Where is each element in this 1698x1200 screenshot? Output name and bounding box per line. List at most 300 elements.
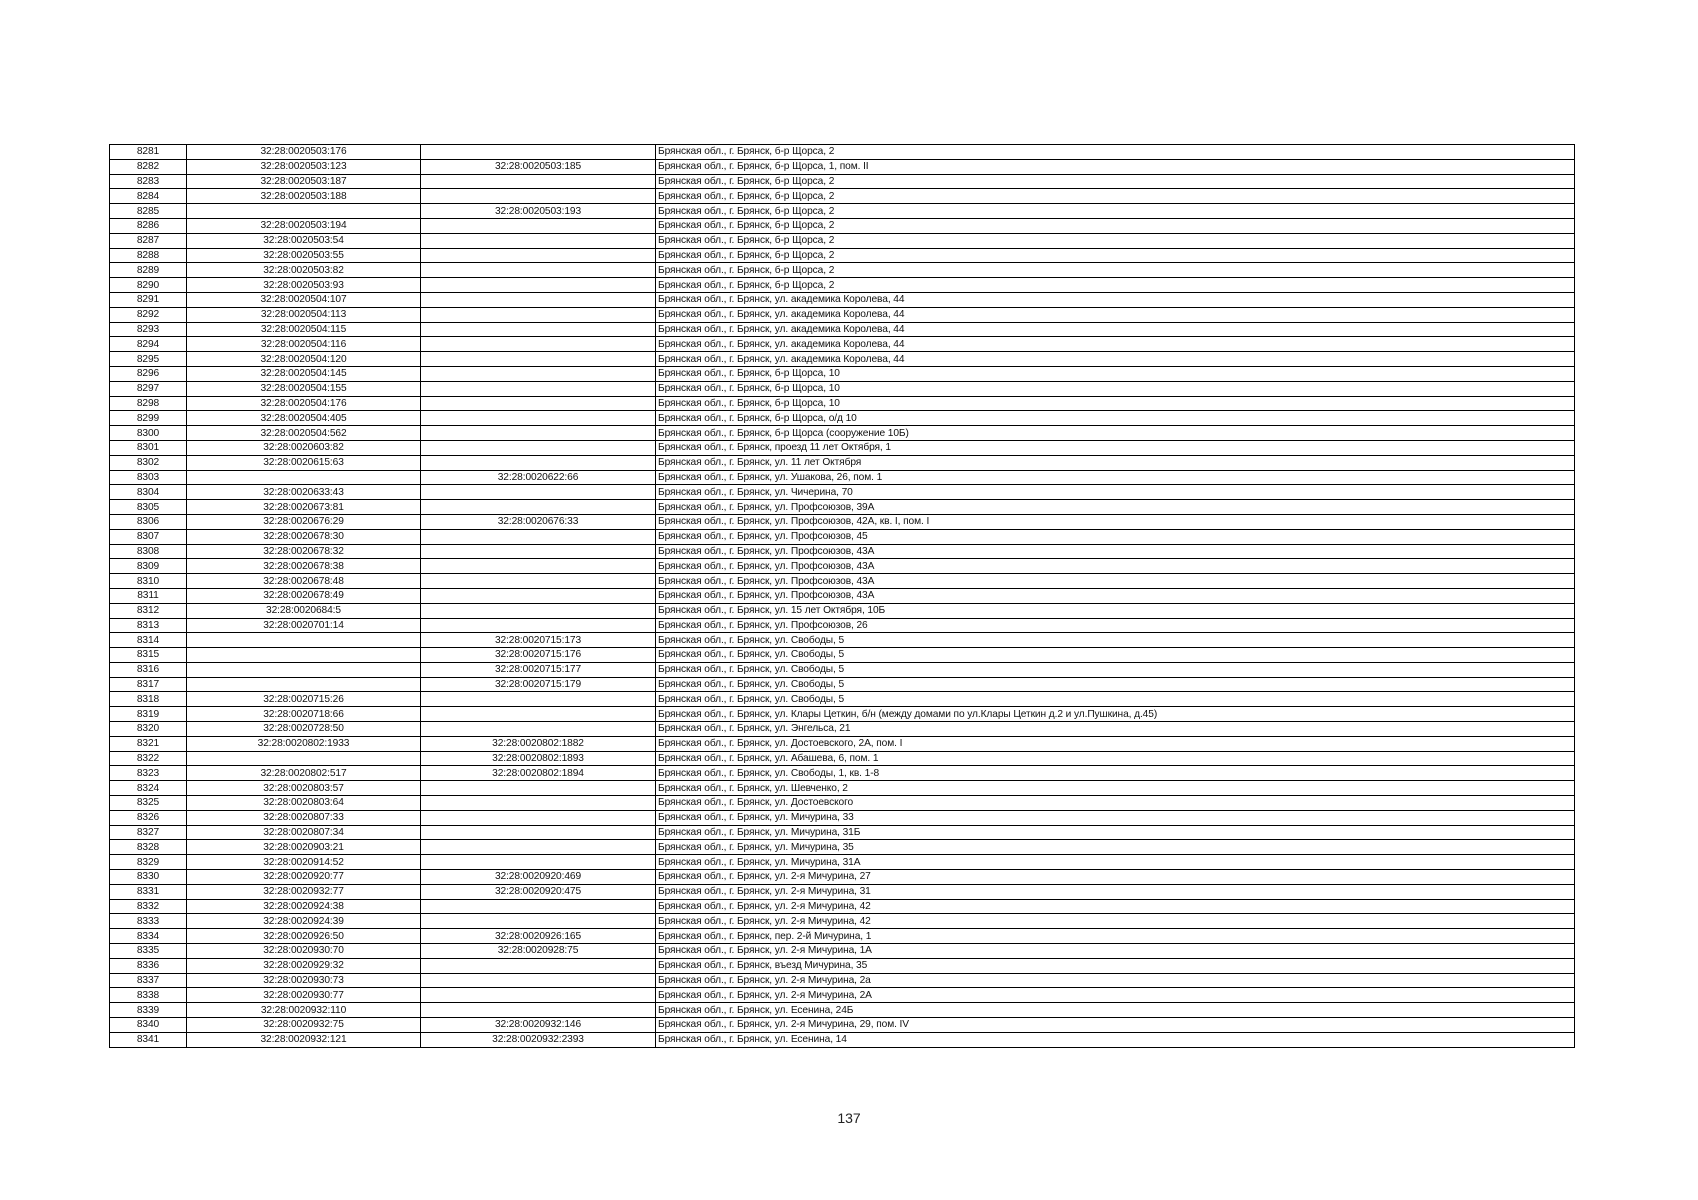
cadastral-number-cell: 32:28:0020615:63 [187, 455, 421, 470]
related-cadastral-number-cell [421, 189, 656, 204]
address-cell: Брянская обл., г. Брянск, ул. Есенина, 14 [656, 1032, 1575, 1047]
table-row [110, 1018, 1575, 1033]
related-cadastral-number-cell [421, 559, 656, 574]
address-cell: Брянская обл., г. Брянск, ул. Профсоюзов, 42А, кв. I, пом. I [656, 514, 1575, 529]
cadastral-number-cell: 32:28:0020503:194 [187, 218, 421, 233]
related-cadastral-number-cell [421, 337, 656, 352]
table-row [110, 781, 1575, 796]
cadastral-number-cell: 32:28:0020932:77 [187, 884, 421, 899]
address-cell: Брянская обл., г. Брянск, б-р Щорса, 2 [656, 174, 1575, 189]
address-cell: Брянская обл., г. Брянск, б-р Щорса, 10 [656, 396, 1575, 411]
row-number-cell: 8340 [110, 1018, 187, 1033]
table-row [110, 263, 1575, 278]
row-number-cell: 8300 [110, 426, 187, 441]
cadastral-number-cell: 32:28:0020504:107 [187, 292, 421, 307]
cadastral-number-cell: 32:28:0020504:145 [187, 366, 421, 381]
table-row [110, 603, 1575, 618]
cadastral-number-cell: 32:28:0020503:82 [187, 263, 421, 278]
related-cadastral-number-cell [421, 426, 656, 441]
related-cadastral-number-cell [421, 810, 656, 825]
address-cell: Брянская обл., г. Брянск, б-р Щорса, 2 [656, 218, 1575, 233]
cadastral-number-cell: 32:28:0020503:176 [187, 145, 421, 160]
cadastral-number-cell [187, 662, 421, 677]
related-cadastral-number-cell: 32:28:0020802:1893 [421, 751, 656, 766]
related-cadastral-number-cell: 32:28:0020715:179 [421, 677, 656, 692]
table-row [110, 648, 1575, 663]
row-number-cell: 8287 [110, 233, 187, 248]
related-cadastral-number-cell: 32:28:0020920:469 [421, 870, 656, 885]
related-cadastral-number-cell: 32:28:0020802:1894 [421, 766, 656, 781]
related-cadastral-number-cell [421, 278, 656, 293]
related-cadastral-number-cell [421, 366, 656, 381]
row-number-cell: 8307 [110, 529, 187, 544]
address-cell: Брянская обл., г. Брянск, б-р Щорса, 10 [656, 381, 1575, 396]
row-number-cell: 8336 [110, 958, 187, 973]
cadastral-number-cell: 32:28:0020924:38 [187, 899, 421, 914]
related-cadastral-number-cell: 32:28:0020503:185 [421, 159, 656, 174]
address-cell: Брянская обл., г. Брянск, ул. Профсоюзов, 43А [656, 559, 1575, 574]
table-row [110, 189, 1575, 204]
cadastral-number-cell: 32:28:0020903:21 [187, 840, 421, 855]
row-number-cell: 8293 [110, 322, 187, 337]
row-number-cell: 8303 [110, 470, 187, 485]
address-cell: Брянская обл., г. Брянск, ул. Профсоюзов, 43А [656, 588, 1575, 603]
related-cadastral-number-cell: 32:28:0020503:193 [421, 204, 656, 219]
related-cadastral-number-cell [421, 914, 656, 929]
cadastral-number-cell: 32:28:0020807:33 [187, 810, 421, 825]
related-cadastral-number-cell [421, 145, 656, 160]
table-row [110, 840, 1575, 855]
cadastral-number-cell: 32:28:0020503:54 [187, 233, 421, 248]
cadastral-number-cell: 32:28:0020503:55 [187, 248, 421, 263]
related-cadastral-number-cell [421, 455, 656, 470]
table-row [110, 218, 1575, 233]
row-number-cell: 8325 [110, 796, 187, 811]
related-cadastral-number-cell: 32:28:0020676:33 [421, 514, 656, 529]
related-cadastral-number-cell [421, 707, 656, 722]
related-cadastral-number-cell [421, 988, 656, 1003]
table-row [110, 988, 1575, 1003]
row-number-cell: 8288 [110, 248, 187, 263]
related-cadastral-number-cell [421, 899, 656, 914]
related-cadastral-number-cell [421, 352, 656, 367]
row-number-cell: 8321 [110, 736, 187, 751]
address-cell: Брянская обл., г. Брянск, ул. Клары Цеткин, б/н (между домами по ул.Клары Цеткин д.2 и ул.Пушкина, д.45) [656, 707, 1575, 722]
address-cell: Брянская обл., г. Брянск, ул. Чичерина, 70 [656, 485, 1575, 500]
address-cell: Брянская обл., г. Брянск, б-р Щорса, о/д 10 [656, 411, 1575, 426]
cadastral-number-cell: 32:28:0020504:113 [187, 307, 421, 322]
row-number-cell: 8327 [110, 825, 187, 840]
cadastral-number-cell: 32:28:0020678:49 [187, 588, 421, 603]
row-number-cell: 8312 [110, 603, 187, 618]
address-cell: Брянская обл., г. Брянск, ул. Свободы, 5 [656, 677, 1575, 692]
cadastral-number-cell: 32:28:0020678:48 [187, 574, 421, 589]
table-row [110, 766, 1575, 781]
related-cadastral-number-cell [421, 544, 656, 559]
address-cell: Брянская обл., г. Брянск, ул. 2-я Мичурина, 31 [656, 884, 1575, 899]
table-row [110, 707, 1575, 722]
row-number-cell: 8333 [110, 914, 187, 929]
table-row [110, 973, 1575, 988]
cadastral-number-cell: 32:28:0020802:517 [187, 766, 421, 781]
row-number-cell: 8330 [110, 870, 187, 885]
row-number-cell: 8323 [110, 766, 187, 781]
related-cadastral-number-cell [421, 796, 656, 811]
table-row [110, 1003, 1575, 1018]
address-cell: Брянская обл., г. Брянск, ул. 2-я Мичурина, 27 [656, 870, 1575, 885]
row-number-cell: 8292 [110, 307, 187, 322]
cadastral-number-cell: 32:28:0020684:5 [187, 603, 421, 618]
table-row [110, 751, 1575, 766]
row-number-cell: 8298 [110, 396, 187, 411]
row-number-cell: 8332 [110, 899, 187, 914]
related-cadastral-number-cell [421, 618, 656, 633]
address-cell: Брянская обл., г. Брянск, ул. Мичурина, 31Б [656, 825, 1575, 840]
row-number-cell: 8281 [110, 145, 187, 160]
cadastral-number-cell: 32:28:0020802:1933 [187, 736, 421, 751]
table-row [110, 929, 1575, 944]
cadastral-number-cell: 32:28:0020932:110 [187, 1003, 421, 1018]
cadastral-number-cell: 32:28:0020503:93 [187, 278, 421, 293]
row-number-cell: 8315 [110, 648, 187, 663]
related-cadastral-number-cell [421, 825, 656, 840]
row-number-cell: 8316 [110, 662, 187, 677]
cadastral-number-cell [187, 648, 421, 663]
cadastral-number-cell: 32:28:0020715:26 [187, 692, 421, 707]
table-row [110, 825, 1575, 840]
cadastral-number-cell: 32:28:0020678:30 [187, 529, 421, 544]
row-number-cell: 8313 [110, 618, 187, 633]
address-cell: Брянская обл., г. Брянск, ул. Мичурина, 31А [656, 855, 1575, 870]
page-number: 137 [837, 1110, 861, 1126]
cadastral-number-cell: 32:28:0020504:405 [187, 411, 421, 426]
address-cell: Брянская обл., г. Брянск, пер. 2-й Мичурина, 1 [656, 929, 1575, 944]
related-cadastral-number-cell: 32:28:0020920:475 [421, 884, 656, 899]
address-cell: Брянская обл., г. Брянск, проезд 11 лет Октября, 1 [656, 440, 1575, 455]
registry-table [109, 144, 1575, 1048]
row-number-cell: 8296 [110, 366, 187, 381]
related-cadastral-number-cell [421, 574, 656, 589]
row-number-cell: 8285 [110, 204, 187, 219]
address-cell: Брянская обл., г. Брянск, ул. академика Королева, 44 [656, 307, 1575, 322]
address-cell: Брянская обл., г. Брянск, ул. академика Королева, 44 [656, 322, 1575, 337]
table-row [110, 662, 1575, 677]
cadastral-number-cell [187, 470, 421, 485]
cadastral-number-cell: 32:28:0020930:73 [187, 973, 421, 988]
related-cadastral-number-cell: 32:28:0020802:1882 [421, 736, 656, 751]
table-row [110, 278, 1575, 293]
cadastral-number-cell: 32:28:0020728:50 [187, 722, 421, 737]
related-cadastral-number-cell [421, 529, 656, 544]
address-cell: Брянская обл., г. Брянск, ул. Мичурина, 33 [656, 810, 1575, 825]
table-row [110, 958, 1575, 973]
cadastral-number-cell: 32:28:0020504:562 [187, 426, 421, 441]
related-cadastral-number-cell [421, 1003, 656, 1018]
row-number-cell: 8295 [110, 352, 187, 367]
address-cell: Брянская обл., г. Брянск, ул. 2-я Мичурина, 29, пом. IV [656, 1018, 1575, 1033]
table-row [110, 529, 1575, 544]
row-number-cell: 8311 [110, 588, 187, 603]
table-row [110, 440, 1575, 455]
table-row [110, 677, 1575, 692]
cadastral-number-cell [187, 633, 421, 648]
related-cadastral-number-cell [421, 218, 656, 233]
address-cell: Брянская обл., г. Брянск, ул. Есенина, 24Б [656, 1003, 1575, 1018]
table-row [110, 322, 1575, 337]
address-cell: Брянская обл., г. Брянск, ул. академика Королева, 44 [656, 337, 1575, 352]
table-row [110, 855, 1575, 870]
related-cadastral-number-cell: 32:28:0020715:176 [421, 648, 656, 663]
address-cell: Брянская обл., г. Брянск, б-р Щорса, 1, пом. II [656, 159, 1575, 174]
cadastral-number-cell: 32:28:0020914:52 [187, 855, 421, 870]
cadastral-number-cell: 32:28:0020930:77 [187, 988, 421, 1003]
table-row [110, 470, 1575, 485]
row-number-cell: 8331 [110, 884, 187, 899]
row-number-cell: 8326 [110, 810, 187, 825]
row-number-cell: 8283 [110, 174, 187, 189]
row-number-cell: 8282 [110, 159, 187, 174]
address-cell: Брянская обл., г. Брянск, въезд Мичурина, 35 [656, 958, 1575, 973]
cadastral-number-cell: 32:28:0020503:187 [187, 174, 421, 189]
table-row [110, 145, 1575, 160]
row-number-cell: 8284 [110, 189, 187, 204]
table-row [110, 633, 1575, 648]
cadastral-number-cell: 32:28:0020929:32 [187, 958, 421, 973]
address-cell: Брянская обл., г. Брянск, б-р Щорса, 2 [656, 233, 1575, 248]
address-cell: Брянская обл., г. Брянск, ул. 2-я Мичурина, 42 [656, 899, 1575, 914]
related-cadastral-number-cell [421, 485, 656, 500]
table-row [110, 544, 1575, 559]
table-row [110, 796, 1575, 811]
table-row [110, 455, 1575, 470]
address-cell: Брянская обл., г. Брянск, б-р Щорса, 2 [656, 263, 1575, 278]
related-cadastral-number-cell [421, 855, 656, 870]
table-row [110, 914, 1575, 929]
related-cadastral-number-cell [421, 588, 656, 603]
cadastral-number-cell: 32:28:0020924:39 [187, 914, 421, 929]
address-cell: Брянская обл., г. Брянск, ул. академика Королева, 44 [656, 352, 1575, 367]
address-cell: Брянская обл., г. Брянск, ул. Свободы, 5 [656, 648, 1575, 663]
table-row [110, 574, 1575, 589]
row-number-cell: 8302 [110, 455, 187, 470]
cadastral-number-cell: 32:28:0020932:75 [187, 1018, 421, 1033]
address-cell: Брянская обл., г. Брянск, ул. Профсоюзов, 43А [656, 544, 1575, 559]
cadastral-number-cell: 32:28:0020678:32 [187, 544, 421, 559]
table-row [110, 292, 1575, 307]
related-cadastral-number-cell [421, 381, 656, 396]
related-cadastral-number-cell [421, 500, 656, 515]
row-number-cell: 8335 [110, 944, 187, 959]
row-number-cell: 8290 [110, 278, 187, 293]
cadastral-number-cell: 32:28:0020920:77 [187, 870, 421, 885]
cadastral-number-cell: 32:28:0020504:115 [187, 322, 421, 337]
row-number-cell: 8341 [110, 1032, 187, 1047]
table-row [110, 233, 1575, 248]
table-row [110, 411, 1575, 426]
cadastral-number-cell: 32:28:0020930:70 [187, 944, 421, 959]
row-number-cell: 8334 [110, 929, 187, 944]
address-cell: Брянская обл., г. Брянск, ул. 2-я Мичурина, 1А [656, 944, 1575, 959]
cadastral-number-cell: 32:28:0020807:34 [187, 825, 421, 840]
row-number-cell: 8289 [110, 263, 187, 278]
related-cadastral-number-cell: 32:28:0020928:75 [421, 944, 656, 959]
related-cadastral-number-cell [421, 233, 656, 248]
cadastral-number-cell: 32:28:0020504:176 [187, 396, 421, 411]
row-number-cell: 8329 [110, 855, 187, 870]
row-number-cell: 8320 [110, 722, 187, 737]
address-cell: Брянская обл., г. Брянск, ул. Шевченко, 2 [656, 781, 1575, 796]
cadastral-number-cell: 32:28:0020926:50 [187, 929, 421, 944]
row-number-cell: 8291 [110, 292, 187, 307]
address-cell: Брянская обл., г. Брянск, ул. академика Королева, 44 [656, 292, 1575, 307]
row-number-cell: 8308 [110, 544, 187, 559]
related-cadastral-number-cell [421, 396, 656, 411]
address-cell: Брянская обл., г. Брянск, ул. 2-я Мичурина, 2а [656, 973, 1575, 988]
address-cell: Брянская обл., г. Брянск, ул. 2-я Мичурина, 42 [656, 914, 1575, 929]
table-row [110, 159, 1575, 174]
table-row [110, 870, 1575, 885]
row-number-cell: 8301 [110, 440, 187, 455]
table-row [110, 722, 1575, 737]
registry-table-body [110, 145, 1575, 1048]
related-cadastral-number-cell: 32:28:0020932:146 [421, 1018, 656, 1033]
address-cell: Брянская обл., г. Брянск, ул. Профсоюзов, 45 [656, 529, 1575, 544]
address-cell: Брянская обл., г. Брянск, ул. Профсоюзов, 43А [656, 574, 1575, 589]
related-cadastral-number-cell [421, 440, 656, 455]
address-cell: Брянская обл., г. Брянск, ул. Профсоюзов, 39А [656, 500, 1575, 515]
table-row [110, 1032, 1575, 1047]
address-cell: Брянская обл., г. Брянск, ул. Энгельса, 21 [656, 722, 1575, 737]
table-row [110, 736, 1575, 751]
cadastral-number-cell [187, 751, 421, 766]
row-number-cell: 8324 [110, 781, 187, 796]
table-row [110, 588, 1575, 603]
address-cell: Брянская обл., г. Брянск, ул. Абашева, 6, пом. 1 [656, 751, 1575, 766]
row-number-cell: 8317 [110, 677, 187, 692]
cadastral-number-cell [187, 677, 421, 692]
table-row [110, 559, 1575, 574]
related-cadastral-number-cell: 32:28:0020622:66 [421, 470, 656, 485]
cadastral-number-cell: 32:28:0020504:155 [187, 381, 421, 396]
row-number-cell: 8338 [110, 988, 187, 1003]
cadastral-number-cell [187, 204, 421, 219]
address-cell: Брянская обл., г. Брянск, ул. Свободы, 5 [656, 692, 1575, 707]
address-cell: Брянская обл., г. Брянск, ул. Мичурина, 35 [656, 840, 1575, 855]
related-cadastral-number-cell: 32:28:0020926:165 [421, 929, 656, 944]
table-row [110, 307, 1575, 322]
cadastral-number-cell: 32:28:0020503:123 [187, 159, 421, 174]
table-row [110, 810, 1575, 825]
table-row [110, 899, 1575, 914]
address-cell: Брянская обл., г. Брянск, б-р Щорса (сооружение 10Б) [656, 426, 1575, 441]
address-cell: Брянская обл., г. Брянск, ул. 15 лет Октября, 10Б [656, 603, 1575, 618]
table-row [110, 204, 1575, 219]
row-number-cell: 8297 [110, 381, 187, 396]
address-cell: Брянская обл., г. Брянск, б-р Щорса, 10 [656, 366, 1575, 381]
table-row [110, 248, 1575, 263]
related-cadastral-number-cell: 32:28:0020715:177 [421, 662, 656, 677]
row-number-cell: 8328 [110, 840, 187, 855]
row-number-cell: 8305 [110, 500, 187, 515]
row-number-cell: 8322 [110, 751, 187, 766]
related-cadastral-number-cell [421, 722, 656, 737]
related-cadastral-number-cell [421, 322, 656, 337]
address-cell: Брянская обл., г. Брянск, ул. Свободы, 5 [656, 662, 1575, 677]
related-cadastral-number-cell [421, 263, 656, 278]
address-cell: Брянская обл., г. Брянск, ул. Профсоюзов, 26 [656, 618, 1575, 633]
related-cadastral-number-cell [421, 292, 656, 307]
table-row [110, 174, 1575, 189]
row-number-cell: 8339 [110, 1003, 187, 1018]
table-row [110, 337, 1575, 352]
table-row [110, 485, 1575, 500]
address-cell: Брянская обл., г. Брянск, б-р Щорса, 2 [656, 145, 1575, 160]
related-cadastral-number-cell [421, 692, 656, 707]
related-cadastral-number-cell [421, 411, 656, 426]
cadastral-number-cell: 32:28:0020803:57 [187, 781, 421, 796]
related-cadastral-number-cell [421, 958, 656, 973]
related-cadastral-number-cell [421, 973, 656, 988]
cadastral-number-cell: 32:28:0020932:121 [187, 1032, 421, 1047]
cadastral-number-cell: 32:28:0020503:188 [187, 189, 421, 204]
table-row [110, 381, 1575, 396]
row-number-cell: 8310 [110, 574, 187, 589]
cadastral-number-cell: 32:28:0020701:14 [187, 618, 421, 633]
related-cadastral-number-cell [421, 174, 656, 189]
related-cadastral-number-cell: 32:28:0020932:2393 [421, 1032, 656, 1047]
related-cadastral-number-cell: 32:28:0020715:173 [421, 633, 656, 648]
table-row [110, 396, 1575, 411]
related-cadastral-number-cell [421, 603, 656, 618]
table-row [110, 500, 1575, 515]
address-cell: Брянская обл., г. Брянск, б-р Щорса, 2 [656, 248, 1575, 263]
address-cell: Брянская обл., г. Брянск, ул. 2-я Мичурина, 2А [656, 988, 1575, 1003]
table-row [110, 692, 1575, 707]
cadastral-number-cell: 32:28:0020718:66 [187, 707, 421, 722]
related-cadastral-number-cell [421, 781, 656, 796]
cadastral-number-cell: 32:28:0020673:81 [187, 500, 421, 515]
address-cell: Брянская обл., г. Брянск, б-р Щорса, 2 [656, 204, 1575, 219]
row-number-cell: 8337 [110, 973, 187, 988]
address-cell: Брянская обл., г. Брянск, б-р Щорса, 2 [656, 278, 1575, 293]
row-number-cell: 8309 [110, 559, 187, 574]
address-cell: Брянская обл., г. Брянск, ул. Ушакова, 26, пом. 1 [656, 470, 1575, 485]
related-cadastral-number-cell [421, 840, 656, 855]
cadastral-number-cell: 32:28:0020633:43 [187, 485, 421, 500]
address-cell: Брянская обл., г. Брянск, ул. Достоевского [656, 796, 1575, 811]
cadastral-number-cell: 32:28:0020803:64 [187, 796, 421, 811]
address-cell: Брянская обл., г. Брянск, ул. Свободы, 5 [656, 633, 1575, 648]
row-number-cell: 8314 [110, 633, 187, 648]
table-row [110, 618, 1575, 633]
row-number-cell: 8304 [110, 485, 187, 500]
row-number-cell: 8299 [110, 411, 187, 426]
row-number-cell: 8319 [110, 707, 187, 722]
address-cell: Брянская обл., г. Брянск, б-р Щорса, 2 [656, 189, 1575, 204]
row-number-cell: 8318 [110, 692, 187, 707]
row-number-cell: 8306 [110, 514, 187, 529]
table-row [110, 426, 1575, 441]
table-row [110, 352, 1575, 367]
address-cell: Брянская обл., г. Брянск, ул. Достоевского, 2А, пом. I [656, 736, 1575, 751]
table-row [110, 366, 1575, 381]
address-cell: Брянская обл., г. Брянск, ул. 11 лет Октября [656, 455, 1575, 470]
cadastral-number-cell: 32:28:0020603:82 [187, 440, 421, 455]
table-row [110, 944, 1575, 959]
address-cell: Брянская обл., г. Брянск, ул. Свободы, 1, кв. 1-8 [656, 766, 1575, 781]
cadastral-number-cell: 32:28:0020504:120 [187, 352, 421, 367]
related-cadastral-number-cell [421, 248, 656, 263]
